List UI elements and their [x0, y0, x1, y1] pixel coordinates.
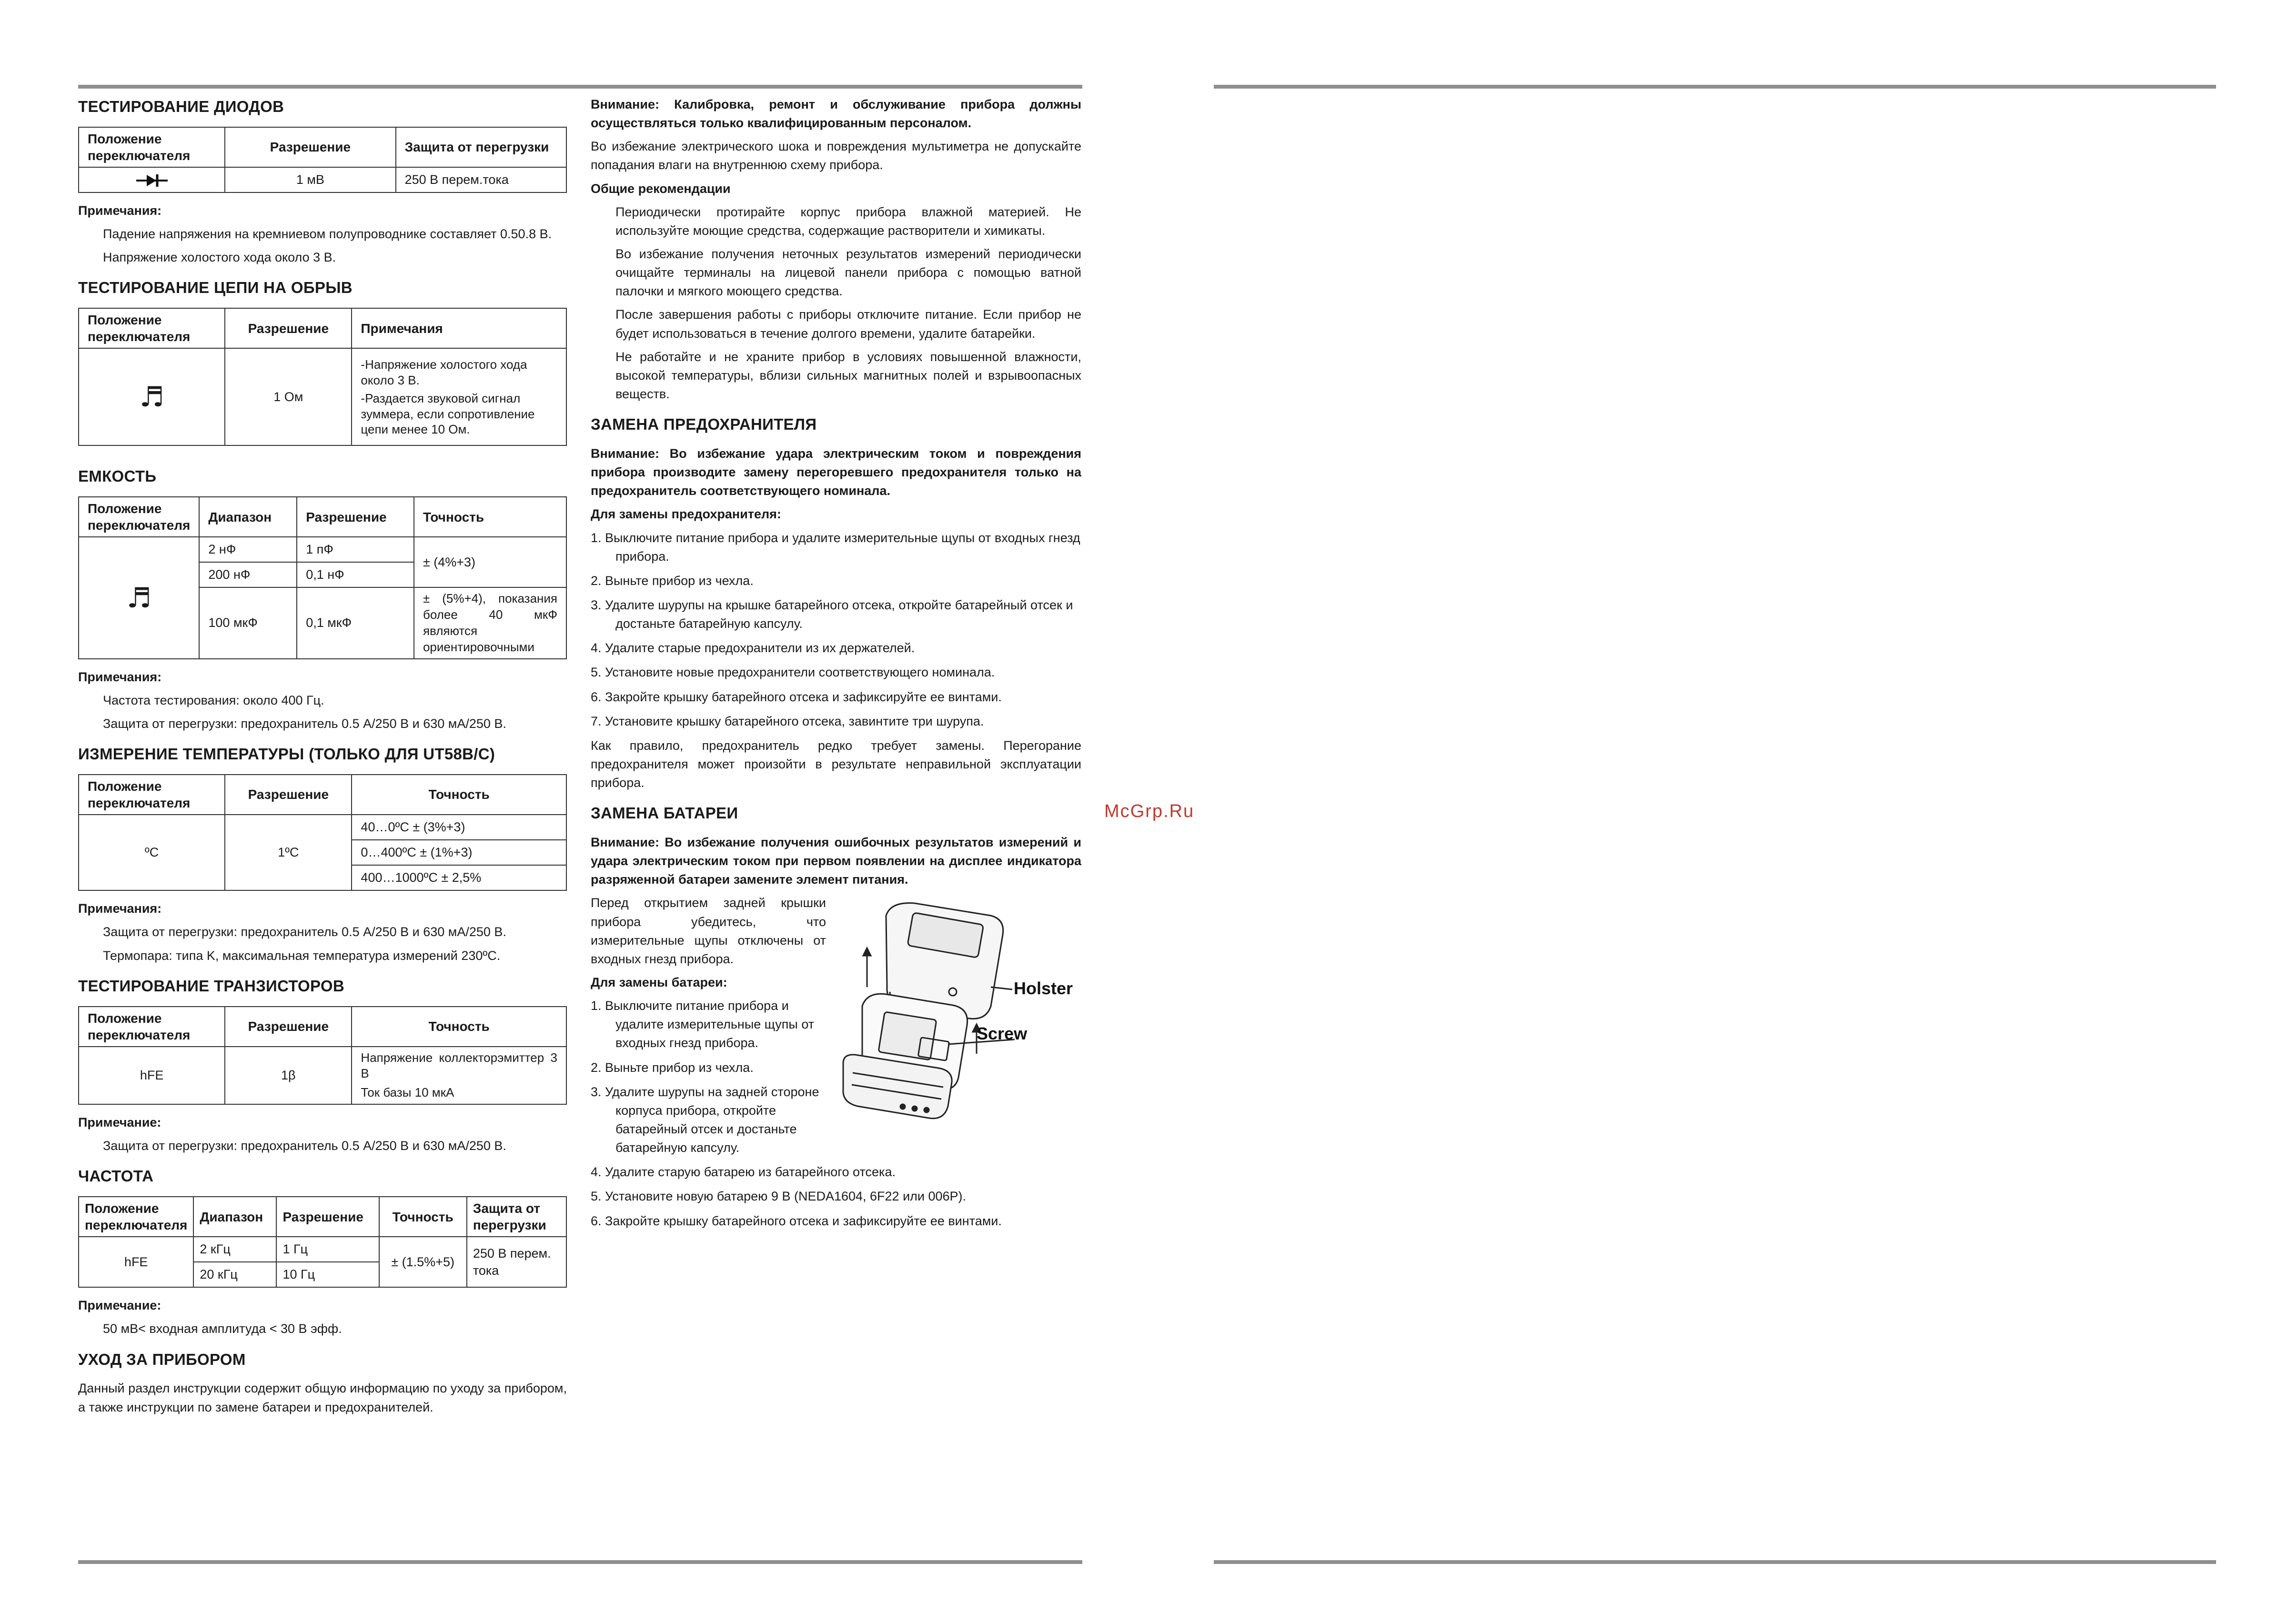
- frequency-resolution: 10 Гц: [276, 1262, 379, 1287]
- transistor-header-position: Положение переключателя: [79, 1007, 225, 1047]
- frequency-notes-label: Примечание:: [78, 1298, 161, 1313]
- transistor-note: Защита от перегрузки: предохранитель 0.5 А/250 В и 630 мА/250 В.: [103, 1139, 506, 1153]
- care-general-item: Во избежание получения неточных результатов измерений периодически очищайте терминалы на лицевой панели прибора с помощью ватной палочки и мягкого моющего средства.: [615, 246, 1081, 299]
- capacitance-resolution: 1 пФ: [297, 537, 414, 562]
- capacitance-table: [78, 496, 567, 659]
- fuse-warning: Внимание: Во избежание удара электрическим током и повреждения прибора производите замену перегоревшего предохранителя только на предохранитель соответствующего номинала.: [591, 446, 1081, 498]
- battery-figure: [834, 897, 1081, 1130]
- frequency-range: 2 кГц: [193, 1237, 276, 1262]
- continuity-symbol-cell: [79, 348, 225, 445]
- temperature-notes-label: Примечания:: [78, 901, 162, 916]
- capacitance-resolution: 0,1 нФ: [297, 562, 414, 587]
- capacitance-range: 100 мкФ: [199, 587, 297, 658]
- battery-intro: Перед открытием задней крышки прибора убедитесь, что измерительные щупы отключены от входных гнезд прибора.: [591, 896, 826, 966]
- fuse-steps-label: Для замены предохранителя:: [591, 507, 781, 522]
- diode-symbol-cell: [79, 167, 225, 192]
- continuity-note: -Напряжение холостого хода около 3 В.: [361, 357, 527, 387]
- left-column: [78, 95, 567, 1422]
- capacitance-header-resolution: Разрешение: [297, 497, 414, 537]
- transistor-accuracy-cell: [352, 1047, 566, 1104]
- care-para: Во избежание электрического шока и повреждения мультиметра не допускайте попадания влаги на внутреннюю схему прибора.: [591, 139, 1081, 172]
- capacitance-header-accuracy: Точность: [414, 497, 566, 537]
- frequency-accuracy: ± (1.5%+5): [379, 1237, 467, 1287]
- fuse-step: 5. Установите новые предохранители соответствующего номинала.: [591, 665, 995, 680]
- fuse-step: 2. Выньте прибор из чехла.: [591, 573, 754, 588]
- care-general-item: Периодически протирайте корпус прибора влажной материей. Не используйте моющие средства, содержащие растворители и химикаты.: [615, 204, 1081, 238]
- battery-step: 1. Выключите питание прибора и удалите измерительные щупы от входных гнезд прибора.: [591, 999, 815, 1050]
- right-column: [591, 95, 1081, 1236]
- diode-resolution: 1 мВ: [225, 167, 395, 192]
- diode-note: Напряжение холостого хода около 3 В.: [103, 250, 336, 265]
- diode-title: ТЕСТИРОВАНИЕ ДИОДОВ: [78, 98, 284, 115]
- frequency-resolution: 1 Гц: [276, 1237, 379, 1262]
- frequency-header-protection: Защита от перегрузки: [467, 1197, 566, 1237]
- top-rule-left: [78, 85, 1082, 89]
- continuity-header-resolution: Разрешение: [225, 308, 352, 348]
- frequency-header-accuracy: Точность: [379, 1197, 467, 1237]
- top-rule-right: [1214, 85, 2216, 89]
- capacitance-range: 2 нФ: [199, 537, 297, 562]
- battery-steps-label: Для замены батареи:: [591, 975, 727, 990]
- transistor-resolution: 1β: [225, 1047, 352, 1104]
- care-general-label: Общие рекомендации: [591, 181, 731, 196]
- continuity-header-notes: Примечания: [352, 308, 566, 348]
- capacitance-accuracy: ± (5%+4), показания более 40 мкФ являются ориентировочными: [414, 587, 566, 658]
- capacitance-notes-label: Примечания:: [78, 669, 162, 684]
- transistor-notes-label: Примечание:: [78, 1115, 161, 1130]
- capacitance-header-range: Диапазон: [199, 497, 297, 537]
- capacitance-note: Частота тестирования: около 400 Гц.: [103, 693, 324, 707]
- watermark: McGrp.Ru: [1104, 801, 1195, 821]
- diode-note: Падение напряжения на кремниевом полупроводнике составляет 0.50.8 В.: [103, 227, 552, 242]
- battery-step: 5. Установите новую батарею 9 В (NEDA1604, 6F22 или 006P).: [591, 1189, 967, 1204]
- fuse-step: 1. Выключите питание прибора и удалите измерительные щупы от входных гнезд прибора.: [591, 530, 1080, 564]
- multimeter-holster-illustration: [834, 897, 1081, 1130]
- temperature-title: ИЗМЕРЕНИЕ ТЕМПЕРАТУРЫ (ТОЛЬКО ДЛЯ UT58B/C): [78, 745, 495, 763]
- continuity-table: [78, 308, 567, 446]
- temperature-header-resolution: Разрешение: [225, 775, 352, 815]
- battery-step: 6. Закройте крышку батарейного отсека и зафиксируйте ее винтами.: [591, 1213, 1002, 1228]
- battery-step: 2. Выньте прибор из чехла.: [591, 1060, 754, 1075]
- care-warning: Внимание: Калибровка, ремонт и обслуживание прибора должны осуществляться только квалифицированным персоналом.: [591, 97, 1081, 131]
- care-title: УХОД ЗА ПРИБОРОМ: [78, 1350, 246, 1368]
- temperature-note: Термопара: типа K, максимальная температура измерений 230ºC.: [103, 948, 501, 963]
- temperature-header-accuracy: Точность: [352, 775, 566, 815]
- frequency-header-position: Положение переключателя: [79, 1197, 193, 1237]
- diode-table: [78, 127, 567, 193]
- transistor-table: [78, 1006, 567, 1105]
- diode-icon: [135, 172, 169, 189]
- frequency-header-range: Диапазон: [193, 1197, 276, 1237]
- temperature-accuracy: 400…1000ºC ± 2,5%: [352, 865, 566, 890]
- continuity-notes-cell: [352, 348, 566, 445]
- fuse-step: 4. Удалите старые предохранители из их держателей.: [591, 641, 915, 656]
- capacitance-range: 200 нФ: [199, 562, 297, 587]
- diode-header-position: Положение переключателя: [79, 127, 225, 167]
- temperature-header-position: Положение переключателя: [79, 775, 225, 815]
- fuse-steps: [591, 529, 1081, 731]
- frequency-header-resolution: Разрешение: [276, 1197, 379, 1237]
- diode-protection: 250 В перем.тока: [396, 167, 566, 192]
- diode-notes-label: Примечания:: [78, 203, 162, 218]
- transistor-accuracy: Ток базы 10 мкА: [361, 1085, 454, 1100]
- transistor-title: ТЕСТИРОВАНИЕ ТРАНЗИСТОРОВ: [78, 977, 344, 995]
- battery-warning: Внимание: Во избежание получения ошибочных результатов измерений и удара электрическим током при первом появлении на дисплее индикатора разряженной батареи замените элемент питания.: [591, 835, 1081, 887]
- care-intro: Данный раздел инструкции содержит общую информацию по уходу за прибором, а также инструкции по замене батареи и предохранителей.: [78, 1381, 567, 1414]
- holster-label: Holster: [1014, 978, 1073, 999]
- frequency-title: ЧАСТОТА: [78, 1167, 154, 1185]
- continuity-header-position: Положение переключателя: [79, 308, 225, 348]
- temperature-position: ºC: [79, 815, 225, 890]
- buzzer-icon: ♬: [139, 381, 164, 414]
- care-general-item: После завершения работы с приборы отключите питание. Если прибор не будет использоваться в течение долгого времени, удалите батарейки.: [615, 307, 1081, 341]
- bottom-rule-left: [78, 1560, 1082, 1564]
- continuity-note: -Раздается звуковой сигнал зуммера, если сопротивление цепи менее 10 Ом.: [361, 391, 535, 436]
- capacitance-symbol-cell: [79, 537, 199, 658]
- fuse-step: 3. Удалите шурупы на крышке батарейного отсека, откройте батарейный отсек и достаньте батарейную капсулу.: [591, 597, 1073, 631]
- capacitance-accuracy: ± (4%+3): [414, 537, 566, 587]
- screw-label: Screw: [977, 1024, 1028, 1044]
- temperature-accuracy: 0…400ºC ± (1%+3): [352, 840, 566, 865]
- capacitance-note: Защита от перегрузки: предохранитель 0.5 А/250 В и 630 мА/250 В.: [103, 716, 506, 731]
- frequency-range: 20 кГц: [193, 1262, 276, 1287]
- continuity-resolution: 1 Ом: [225, 348, 352, 445]
- fuse-title: ЗАМЕНА ПРЕДОХРАНИТЕЛЯ: [591, 415, 817, 434]
- capacitance-icon: ♬: [126, 581, 151, 614]
- transistor-header-accuracy: Точность: [352, 1007, 566, 1047]
- diode-header-resolution: Разрешение: [225, 127, 395, 167]
- temperature-resolution: 1ºC: [225, 815, 352, 890]
- bottom-rule-right: [1214, 1560, 2216, 1564]
- frequency-protection: 250 В перем. тока: [467, 1237, 566, 1287]
- battery-title: ЗАМЕНА БАТАРЕИ: [591, 804, 738, 822]
- capacitance-title: ЕМКОСТЬ: [78, 467, 157, 485]
- battery-step: 3. Удалите шурупы на задней стороне корпуса прибора, откройте батарейный отсек и достаньте батарейную капсулу.: [591, 1084, 819, 1155]
- fuse-step: 6. Закройте крышку батарейного отсека и зафиксируйте ее винтами.: [591, 689, 1002, 704]
- temperature-accuracy: 40…0ºC ± (3%+3): [352, 815, 566, 840]
- fuse-step: 7. Установите крышку батарейного отсека, завинтите три шурупа.: [591, 714, 984, 728]
- capacitance-header-position: Положение переключателя: [79, 497, 199, 537]
- fuse-outro: Как правило, предохранитель редко требует замены. Перегорание предохранителя может произойти в результате неправильной эксплуатации прибора.: [591, 738, 1081, 790]
- frequency-table: [78, 1196, 567, 1288]
- transistor-position: hFE: [79, 1047, 225, 1104]
- frequency-note: 50 мВ< входная амплитуда < 30 В эфф.: [103, 1321, 342, 1336]
- continuity-title: ТЕСТИРОВАНИЕ ЦЕПИ НА ОБРЫВ: [78, 279, 353, 297]
- battery-step: 4. Удалите старую батарею из батарейного отсека.: [591, 1165, 896, 1180]
- temperature-table: [78, 774, 567, 891]
- frequency-position: hFE: [79, 1237, 193, 1287]
- capacitance-resolution: 0,1 мкФ: [297, 587, 414, 658]
- care-general-item: Не работайте и не храните прибор в условиях повышенной влажности, высокой температуры, вблизи сильных магнитных полей и взрывоопасных веществ.: [615, 349, 1081, 401]
- temperature-note: Защита от перегрузки: предохранитель 0.5 А/250 В и 630 мА/250 В.: [103, 925, 506, 939]
- diode-header-protection: Защита от перегрузки: [396, 127, 566, 167]
- transistor-accuracy: Напряжение коллекторэмиттер 3 В: [361, 1050, 557, 1081]
- transistor-header-resolution: Разрешение: [225, 1007, 352, 1047]
